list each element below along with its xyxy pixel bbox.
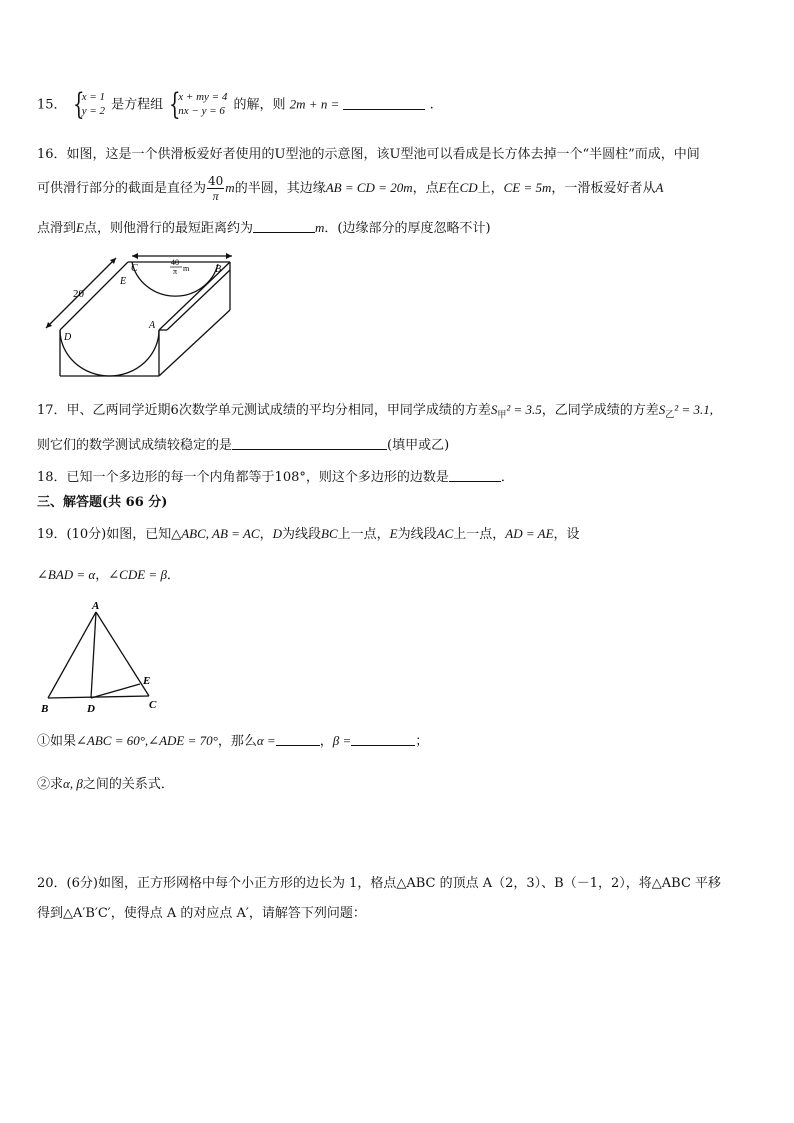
diameter-fraction: $\frac{40}{\pi}$ bbox=[208, 174, 224, 203]
question-16-line-1: 16．如图，这是一个供滑板爱好者使用的U型池的示意图，该U型池可以看成是长方体去掉一个“半圆柱”而成，中间 bbox=[37, 147, 700, 162]
question-17-line-2: 则它们的数学测试成绩较稳定的是 (填甲或乙) bbox=[37, 438, 450, 453]
equation-system: { x + my = 4 nx − y = 6 bbox=[169, 87, 228, 122]
question-19-line-1: 19．(10分)如图，已知△ABC, AB = AC，D为线段BC上一点，E为线段AC上一点，AD = AE，设 bbox=[37, 526, 580, 542]
question-17-line-1: 17．甲、乙两同学近期6次数学单元测试成绩的平均分相同，甲同学成绩的方差$S_甲^2 = 3.5$，乙同学成绩的方差$S_乙^2 = 3.1$, bbox=[37, 402, 713, 421]
question-20-line-2: 得到△A′B′C′，使得点 A 的对应点 A′，请解答下列问题： bbox=[37, 906, 366, 921]
answer-blank[interactable] bbox=[449, 469, 501, 482]
answer-blank[interactable] bbox=[232, 437, 387, 450]
label-D: D bbox=[64, 332, 72, 343]
label-B: B bbox=[41, 703, 49, 715]
label-D: D bbox=[87, 703, 95, 715]
question-number: 15． bbox=[37, 97, 67, 113]
alpha-answer-blank[interactable] bbox=[276, 733, 320, 746]
label-C: C bbox=[149, 699, 157, 711]
question-16-line-3: 点滑到E点，则他滑行的最短距离约为 m．(边缘部分的厚度忽略不计) bbox=[37, 220, 491, 236]
answer-blank[interactable] bbox=[343, 97, 425, 110]
question-15: 15． { x = 1 y = 2 是方程组 { x + my = 4 nx − y = 6 的解，则 2m + n = . bbox=[37, 87, 434, 122]
question-18: 18．已知一个多边形的每一个内角都等于108°，则这个多边形的边数是 ． bbox=[37, 470, 514, 485]
label-E: E bbox=[120, 276, 127, 287]
label-20: 20 bbox=[73, 288, 84, 300]
label-C: C bbox=[131, 263, 138, 274]
question-19-line-2: ∠BAD = α，∠CDE = β． bbox=[37, 567, 180, 583]
dim-unit: m bbox=[183, 264, 190, 273]
solution-system: { x = 1 y = 2 bbox=[72, 87, 105, 122]
dim-num: 40 bbox=[171, 258, 179, 267]
question-20-line-1: 20．(6分)如图，正方形网格中每个小正方形的边长为 1，格点△ABC 的顶点 A（2，3）、B（－1，2），将△ABC 平移 bbox=[37, 876, 722, 891]
question-19-sub-1: ①如果∠ABC = 60°,∠ADE = 70°，那么α = ，β = ； bbox=[37, 733, 429, 749]
question-16-line-2: 可供滑行部分的截面是直径为 $\frac{40}{\pi}$ m的半圆，其边缘AB = CD = 20m，点E在CD上，CE = 5m，一滑板爱好者从A bbox=[37, 174, 664, 203]
label-A: A bbox=[92, 600, 100, 612]
section-title: 三、解答题(共 66 分) bbox=[37, 495, 168, 510]
answer-blank[interactable] bbox=[253, 220, 315, 233]
label-B: B bbox=[215, 264, 222, 275]
question-19-sub-2: ②求α, β之间的关系式． bbox=[37, 776, 174, 792]
u-pool-figure bbox=[40, 252, 240, 384]
dim-den: π bbox=[173, 267, 178, 276]
beta-answer-blank[interactable] bbox=[351, 733, 415, 746]
label-A: A bbox=[149, 320, 156, 331]
label-E: E bbox=[143, 675, 151, 687]
triangle-figure bbox=[36, 598, 166, 718]
